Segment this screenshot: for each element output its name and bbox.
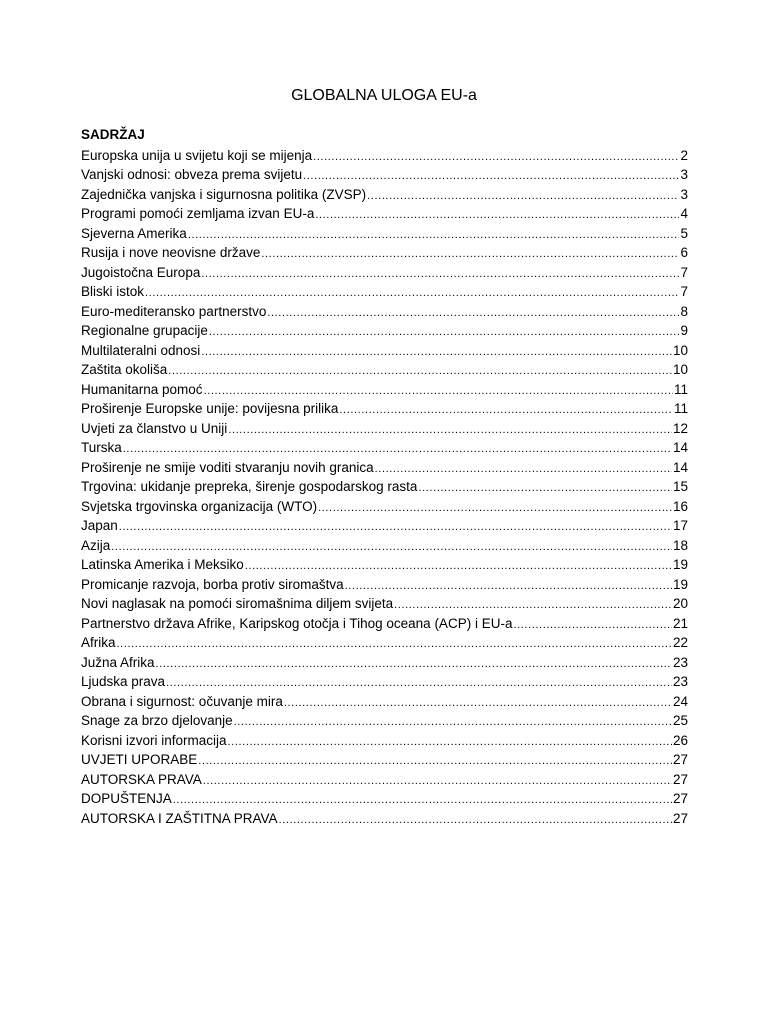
toc-entry[interactable]	[81, 516, 688, 536]
toc-entry[interactable]	[81, 341, 688, 361]
toc-entry-label: Humanitarna pomoć	[81, 381, 203, 397]
toc-entry-label: Latinska Amerika i Meksiko	[81, 557, 244, 572]
toc-entry-label: Snage za brzo djelovanje	[81, 713, 233, 728]
toc-entry-label: Promicanje razvoja, borba protiv siromaštva	[81, 576, 344, 592]
toc-entry-page-number: 15	[672, 479, 688, 494]
toc-entry-page-number: 8	[680, 303, 688, 319]
toc-entry[interactable]	[81, 438, 688, 458]
toc-leader-dots	[345, 577, 672, 595]
toc-entry[interactable]	[81, 770, 688, 790]
toc-entry[interactable]	[81, 204, 688, 224]
toc-entry-page-number: 22	[672, 635, 688, 650]
toc-leader-dots	[375, 460, 672, 478]
toc-heading: SADRŽAJ	[81, 127, 145, 142]
toc-entry-page-number: 23	[672, 654, 688, 670]
toc-entry[interactable]	[81, 594, 688, 614]
toc-entry-page-number: 14	[672, 440, 688, 455]
toc-entry-label: Sjeverna Amerika	[81, 225, 187, 241]
toc-entry-page-number: 25	[672, 713, 688, 728]
toc-leader-dots	[513, 616, 672, 634]
toc-entry[interactable]	[81, 789, 688, 809]
toc-entry-page-number: 2	[680, 147, 688, 163]
toc-entry[interactable]	[81, 380, 688, 400]
toc-leader-dots	[261, 245, 679, 263]
toc-entry-page-number: 6	[680, 245, 688, 260]
toc-entry-label: Rusija i nove neovisne države	[81, 245, 261, 260]
toc-entry[interactable]	[81, 224, 688, 244]
toc-leader-dots	[303, 167, 679, 185]
toc-entry-page-number: 5	[680, 225, 688, 241]
toc-entry-page-number: 19	[672, 576, 688, 592]
toc-entry[interactable]	[81, 750, 688, 770]
toc-entry-page-number: 26	[672, 732, 688, 748]
toc-entry[interactable]	[81, 731, 688, 751]
toc-entry-page-number: 23	[672, 674, 688, 689]
toc-entry[interactable]	[81, 653, 688, 673]
toc-leader-dots	[166, 674, 672, 692]
toc-entry[interactable]	[81, 809, 688, 829]
toc-entry[interactable]	[81, 536, 688, 556]
page-title: GLOBALNA ULOGA EU-a	[291, 87, 477, 104]
toc-entry-page-number: 20	[672, 596, 688, 611]
toc-entry-label: Japan	[81, 518, 118, 533]
toc-leader-dots	[284, 694, 672, 712]
toc-entry-page-number: 12	[672, 420, 688, 436]
toc-entry-page-number: 14	[672, 459, 688, 475]
toc-entry-page-number: 11	[673, 381, 688, 397]
toc-leader-dots	[188, 226, 680, 244]
toc-leader-dots	[209, 323, 680, 341]
toc-entry-page-number: 19	[672, 557, 688, 572]
toc-entry[interactable]	[81, 692, 688, 712]
toc-entry[interactable]	[81, 282, 688, 302]
toc-leader-dots	[145, 284, 679, 302]
toc-entry[interactable]	[81, 672, 688, 692]
toc-entry[interactable]	[81, 555, 688, 575]
toc-entry-label: Regionalne grupacije	[81, 323, 208, 338]
toc-entry-page-number: 9	[680, 323, 688, 338]
toc-entry-page-number: 27	[672, 752, 688, 767]
toc-entry-page-number: 16	[672, 498, 688, 514]
toc-entry[interactable]	[81, 360, 688, 380]
toc-leader-dots	[279, 811, 672, 829]
toc-entry-label: Bliski istok	[81, 284, 145, 299]
toc-entry-label: Europska unija u svijetu koji se mijenja	[81, 147, 313, 163]
toc-leader-dots	[201, 343, 672, 361]
toc-entry-label: Turska	[81, 440, 122, 455]
toc-entry-page-number: 21	[672, 615, 688, 631]
toc-entry-label: Ljudska prava	[81, 674, 166, 689]
toc-entry-label: Uvjeti za članstvo u Uniji	[81, 420, 228, 436]
toc-leader-dots	[123, 440, 672, 458]
toc-entry[interactable]	[81, 185, 688, 205]
toc-entry-label: DOPUŠTENJA	[81, 791, 172, 806]
toc-leader-dots	[228, 733, 672, 751]
toc-entry-page-number: 3	[680, 167, 688, 182]
toc-entry-label: Južna Afrika	[81, 654, 155, 670]
toc-leader-dots	[111, 538, 672, 556]
toc-entry[interactable]	[81, 458, 688, 478]
toc-leader-dots	[367, 187, 679, 205]
toc-leader-dots	[117, 635, 672, 653]
toc-entry[interactable]	[81, 633, 688, 653]
toc-entry-page-number: 17	[672, 518, 688, 533]
toc-entry[interactable]	[81, 321, 688, 341]
toc-entry[interactable]	[81, 614, 688, 634]
toc-leader-dots	[313, 148, 679, 166]
toc-entry-page-number: 24	[672, 693, 688, 709]
toc-entry[interactable]	[81, 165, 688, 185]
toc-entry[interactable]	[81, 419, 688, 439]
toc-entry-page-number: 18	[672, 537, 688, 553]
toc-leader-dots	[418, 479, 672, 497]
toc-entry-label: Svjetska trgovinska organizacija (WTO)	[81, 498, 318, 514]
toc-entry-page-number: 7	[680, 264, 688, 280]
toc-entry-page-number: 27	[672, 771, 688, 787]
toc-leader-dots	[245, 557, 672, 575]
toc-leader-dots	[234, 713, 672, 731]
toc-entry[interactable]	[81, 477, 688, 497]
toc-leader-dots	[315, 206, 679, 224]
toc-entry-label: Zaštita okoliša	[81, 362, 168, 377]
toc-entry-label: Euro-mediteransko partnerstvo	[81, 303, 267, 319]
toc-leader-dots	[228, 421, 672, 439]
toc-entry-page-number: 11	[673, 401, 688, 416]
toc-entry-label: AUTORSKA PRAVA	[81, 771, 202, 787]
toc-entry[interactable]	[81, 497, 688, 517]
toc-leader-dots	[198, 752, 672, 770]
toc-leader-dots	[394, 596, 672, 614]
toc-entry-label: Zajednička vanjska i sigurnosna politika (ZVSP)	[81, 186, 367, 202]
toc-entry-label: UVJETI UPORABE	[81, 752, 198, 767]
toc-entry-label: Trgovina: ukidanje prepreka, širenje gospodarskog rasta	[81, 479, 418, 494]
toc-leader-dots	[339, 401, 673, 419]
toc-entry-label: Multilateralni odnosi	[81, 342, 201, 358]
toc-entry[interactable]	[81, 399, 688, 419]
toc-entry-label: Partnerstvo država Afrike, Karipskog otočja i Tihog oceana (ACP) i EU-a	[81, 615, 513, 631]
toc-leader-dots	[318, 499, 672, 517]
toc-leader-dots	[173, 791, 672, 809]
toc-entry-page-number: 7	[680, 284, 688, 299]
toc-entry-page-number: 27	[672, 791, 688, 806]
table-of-contents	[81, 146, 688, 829]
toc-leader-dots	[156, 655, 672, 673]
toc-leader-dots	[119, 518, 672, 536]
toc-entry[interactable]	[81, 146, 688, 166]
toc-entry-label: Proširenje Europske unije: povijesna prilika	[81, 401, 339, 416]
toc-leader-dots	[267, 304, 679, 322]
toc-entry[interactable]	[81, 302, 688, 322]
toc-entry-label: Afrika	[81, 635, 116, 650]
toc-leader-dots	[203, 772, 672, 790]
toc-entry-label: Jugoistočna Europa	[81, 264, 201, 280]
toc-entry[interactable]	[81, 263, 688, 283]
toc-entry[interactable]	[81, 711, 688, 731]
toc-entry-page-number: 27	[672, 810, 688, 826]
toc-entry-label: AUTORSKA I ZAŠTITNA PRAVA	[81, 810, 278, 826]
toc-entry-label: Programi pomoći zemljama izvan EU-a	[81, 206, 315, 221]
toc-entry-label: Novi naglasak na pomoći siromašnima diljem svijeta	[81, 596, 394, 611]
toc-entry-page-number: 10	[672, 342, 688, 358]
toc-leader-dots	[168, 362, 672, 380]
toc-leader-dots	[204, 382, 673, 400]
toc-entry[interactable]	[81, 243, 688, 263]
toc-entry-label: Obrana i sigurnost: očuvanje mira	[81, 693, 283, 709]
toc-entry-page-number: 4	[680, 206, 688, 221]
toc-entry-page-number: 3	[680, 186, 688, 202]
toc-entry-label: Korisni izvori informacija	[81, 732, 227, 748]
toc-entry-label: Vanjski odnosi: obveza prema svijetu	[81, 167, 303, 182]
toc-entry-page-number: 10	[672, 362, 688, 377]
toc-leader-dots	[201, 265, 679, 283]
toc-entry[interactable]	[81, 575, 688, 595]
toc-entry-label: Azija	[81, 537, 111, 553]
toc-entry-label: Proširenje ne smije voditi stvaranju novih granica	[81, 459, 374, 475]
